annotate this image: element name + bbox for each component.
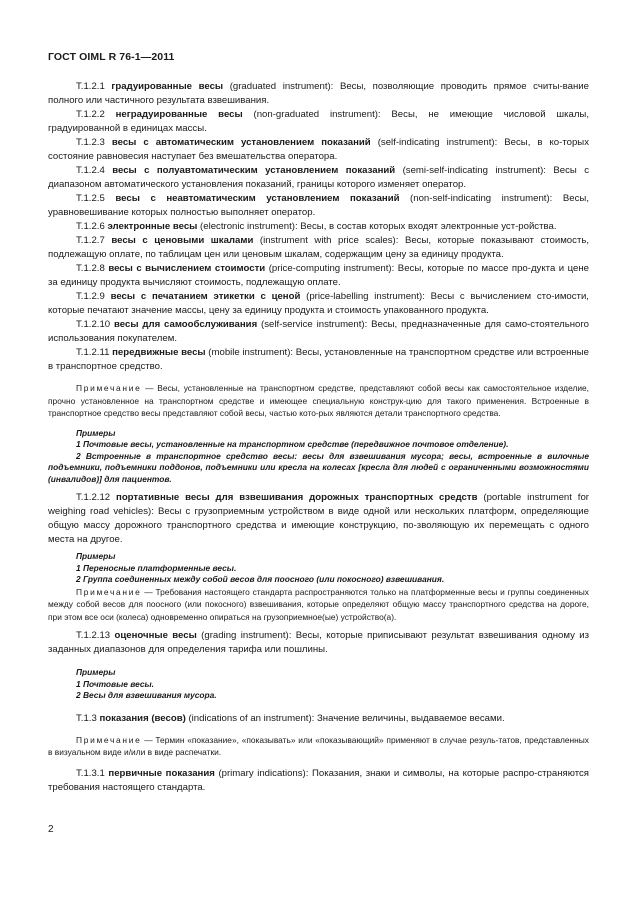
note-label: Примечание [76,383,142,393]
term-paragraph: Т.1.2.7 весы с ценовыми шкалами (instrument with price scales): Весы, которые показывают стоимость, подлежащую оплате, по таблицам цен или ценовым шкалам, содержащим цену за единицу продукта. [48,235,590,260]
document-body [48,80,589,795]
examples-heading: Примеры [76,667,116,677]
term-paragraph: Т.1.2.8 весы с вычислением стоимости (price-computing instrument): Весы, которые по массе про-дукта и цене за единицу продукта вычисляют стоимость, подлежащую оплате. [48,263,590,288]
note-paragraph: Примечание — Термин «показание», «показывать» или «показывающий» применяют в случае резуль-татов, представленных в визуальном виде и/или в виде распечатки. [48,734,589,757]
example-item: 1 Почтовые весы. [76,678,154,689]
term-paragraph: Т.1.2.3 весы с автоматическим установлением показаний (self-indicating instrument): Весы, в ко-торых состояние равновесия наступает без вмешательства оператора. [48,137,589,162]
term-paragraph: Т.1.3 показания (весов) (indications of an instrument): Значение величины, выдаваемое весами. [76,712,505,724]
note-label: Примечание [76,734,142,745]
term-paragraph: Т.1.2.12 портативные весы для взвешивания дорожных транспортных средств (portable instrument for weighing road vehicles): Весы с грузоприемным устройством в виде одной или нескольких платформ, определяющие общую массу дорожного транспортного средства и имеющие конструкцию, по-зволяющую их перемещать с одного места на другое. [48,492,589,545]
example-item: 1 Почтовые весы, установленные на транспортном средстве (передвижное почтовое отделение). [76,439,509,449]
term-paragraph: Т.1.2.5 весы с неавтоматическим установлением показаний (non-self-indicating instrument): Весы, уравновешивание которых полностью выполняет оператор. [48,193,589,218]
term-paragraph: Т.1.2.13 оценочные весы (grading instrument): Весы, которые приписывают результат взвешивания одному из заданных диапазонов для определения тарифа или пошлины. [48,630,590,655]
example-item: 2 Встроенные в транспортное средство весы: весы для взвешивания мусора; весы, встроенные в вилочные подъемники, подъемники поддонов, подъемники или кресла на колесах [кресла для людей с ограниченными возможностями (инвалидов)] для пациентов. [48,450,589,484]
example-item: 1 Переносные платформенные весы. [76,562,237,573]
note-paragraph: Примечание — Весы, установленные на транспортном средстве, представляют собой весы как самостоятельное изделие, прочно установленное на транспортном средстве и имеющее специальную конструк-цию для такого применения. Встроенные в транспортное средство весы представляют собой весы, частью кото-рых являются детали транспортного средства. [48,383,589,418]
note-label: Примечание [76,586,142,597]
term-paragraph: Т.1.2.4 весы с полуавтоматическим установлением показаний (semi-self-indicating instrument): Весы с диапазоном автоматического установления показаний, границы которого изменяет оператор. [48,165,590,190]
term-paragraph: Т.1.2.11 передвижные весы (mobile instrument): Весы, установленные на транспортном средстве или встроенные в транспортное средство. [48,347,589,372]
term-paragraph: Т.1.2.1 градуированные весы (graduated instrument): Весы, позволяющие проводить прямое считы-вание полного или частичного результата взвешивания. [48,81,589,106]
examples-heading: Примеры [76,551,116,561]
term-paragraph: Т.1.2.10 весы для самообслуживания (self-service instrument): Весы, предназначенные для само-стоятельного использования покупателем. [48,319,589,344]
example-item: 2 Группа соединенных между собой весов для поосного (или покосного) взвешивания. [76,574,445,584]
term-paragraph: Т.1.3.1 первичные показания (primary indications): Показания, знаки и символы, на которые распро-страняются требования настоящего стандарта. [48,767,589,793]
term-paragraph: Т.1.2.9 весы с печатанием этикетки с ценой (price-labelling instrument): Весы с вычислением сто-имости, которые печатают значение массы, цену за единицу продукта и стоимость упакованного продукта. [48,291,589,316]
page-number: 2 [48,824,54,835]
document-header: ГОСТ OIML R 76-1—2011 [48,51,175,63]
term-paragraph: Т.1.2.2 неградуированные весы (non-graduated instrument): Весы, не имеющие числовой шкалы, градуированной в единицах массы. [48,109,589,134]
note-paragraph: Примечание — Требования настоящего стандарта распространяются только на платформенные весы и группы соединенных между собой весов для поосного (или покосного) взвешивания, которые определяют общую массу транспортного средства на дороге, при этом все оси (колеса) одновременно опираться на грузоприемное(ые) устройство(а). [48,586,589,622]
examples-heading: Примеры [76,427,116,438]
example-item: 2 Весы для взвешивания мусора. [76,690,217,700]
term-paragraph: Т.1.2.6 электронные весы (electronic instrument): Весы, в состав которых входят электронные уст-ройства. [76,221,557,232]
